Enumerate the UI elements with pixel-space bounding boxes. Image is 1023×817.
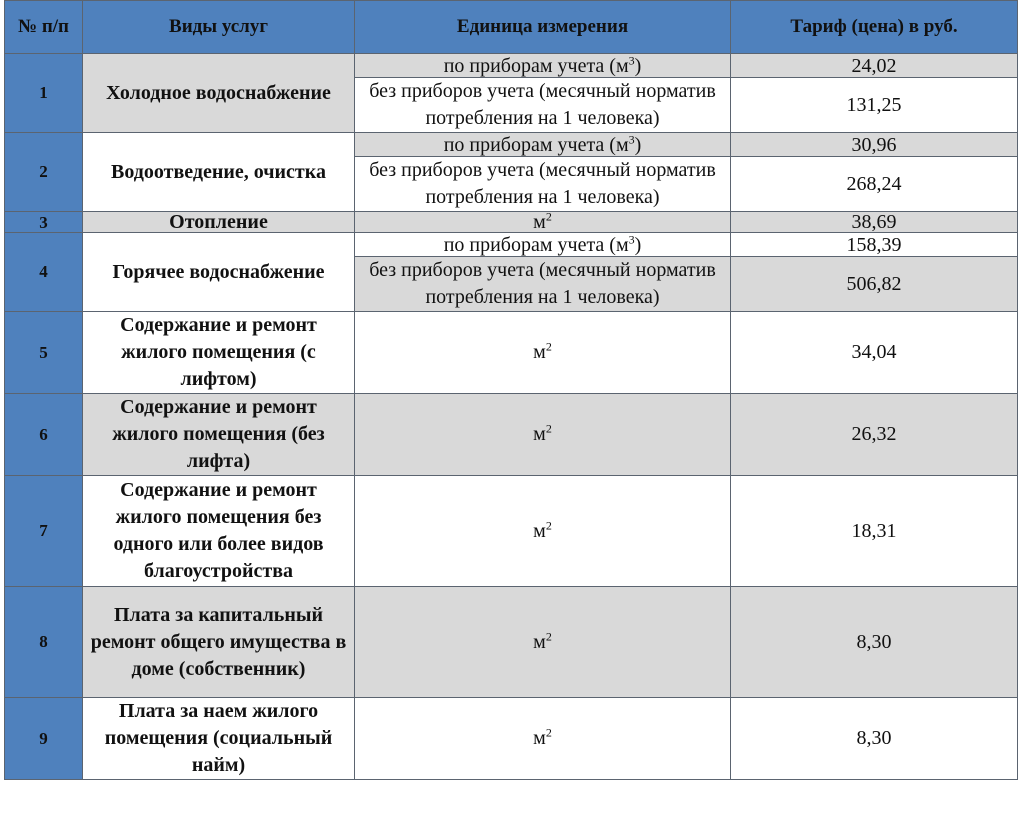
unit-sup: 2 — [545, 628, 552, 643]
price-cell: 8,30 — [731, 698, 1018, 780]
unit-tail: ) — [634, 54, 642, 77]
header-price: Тариф (цена) в руб. — [731, 1, 1018, 54]
header-unit: Единица измерения — [355, 1, 731, 54]
price-cell: 30,96 — [731, 133, 1018, 157]
unit-cell — [355, 54, 731, 78]
unit-cell: без приборов учета (месячный норматив потребления на 1 человека) — [355, 257, 731, 312]
unit-cell — [355, 698, 731, 780]
price-cell: 131,25 — [731, 78, 1018, 133]
service-name: Холодное водоснабжение — [83, 54, 355, 133]
table-row — [5, 54, 1018, 78]
unit-text: по приборам учета (м — [443, 233, 629, 256]
price-cell: 38,69 — [731, 212, 1018, 233]
table-row — [5, 312, 1018, 394]
service-name: Содержание и ремонт жилого помещения (с лифтом) — [83, 312, 355, 394]
unit-text: м — [533, 341, 546, 363]
service-name: Водоотведение, очистка — [83, 133, 355, 212]
service-name: Отопление — [83, 212, 355, 233]
unit-cell: без приборов учета (месячный норматив потребления на 1 человека) — [355, 78, 731, 133]
unit-text: м — [533, 727, 546, 749]
unit-text: м — [533, 630, 546, 653]
service-name: Плата за наем жилого помещения (социальный найм) — [83, 698, 355, 780]
unit-tail: ) — [634, 233, 642, 256]
row-number: 4 — [5, 233, 83, 312]
unit-sup: 2 — [545, 339, 552, 354]
row-number: 8 — [5, 587, 83, 698]
unit-text: м — [533, 519, 546, 542]
unit-cell — [355, 133, 731, 157]
unit-cell — [355, 312, 731, 394]
header-row — [5, 1, 1018, 54]
unit-sup: 2 — [545, 211, 552, 223]
price-cell: 24,02 — [731, 54, 1018, 78]
service-name: Содержание и ремонт жилого помещения без одного или более видов благоустройства — [83, 476, 355, 587]
unit-cell — [355, 212, 731, 233]
table-row — [5, 394, 1018, 476]
unit-text: м — [533, 423, 546, 445]
unit-text: по приборам учета (м — [443, 54, 629, 77]
unit-sup: 3 — [628, 232, 635, 246]
price-cell: 268,24 — [731, 157, 1018, 212]
unit-cell — [355, 587, 731, 698]
unit-cell — [355, 476, 731, 587]
service-name: Содержание и ремонт жилого помещения (без лифта) — [83, 394, 355, 476]
row-number: 9 — [5, 698, 83, 780]
row-number: 7 — [5, 476, 83, 587]
unit-text: по приборам учета (м — [443, 133, 629, 156]
row-number: 3 — [5, 212, 83, 233]
row-number: 1 — [5, 54, 83, 133]
unit-sup: 3 — [628, 132, 635, 146]
price-cell: 34,04 — [731, 312, 1018, 394]
price-cell: 158,39 — [731, 233, 1018, 257]
row-number: 5 — [5, 312, 83, 394]
table-row — [5, 476, 1018, 587]
unit-cell — [355, 394, 731, 476]
unit-tail: ) — [634, 133, 642, 156]
table-row — [5, 587, 1018, 698]
header-num: № п/п — [5, 1, 83, 54]
table-row — [5, 212, 1018, 233]
tariff-table — [4, 0, 1018, 780]
service-name: Горячее водоснабжение — [83, 233, 355, 312]
unit-cell: без приборов учета (месячный норматив потребления на 1 человека) — [355, 157, 731, 212]
price-cell: 26,32 — [731, 394, 1018, 476]
service-name: Плата за капитальный ремонт общего имущества в доме (собственник) — [83, 587, 355, 698]
table-row — [5, 698, 1018, 780]
row-number: 2 — [5, 133, 83, 212]
table-row — [5, 233, 1018, 257]
unit-sup: 2 — [545, 725, 552, 740]
header-service: Виды услуг — [83, 1, 355, 54]
price-cell: 8,30 — [731, 587, 1018, 698]
unit-sup: 3 — [628, 53, 635, 67]
table-row — [5, 133, 1018, 157]
price-cell: 18,31 — [731, 476, 1018, 587]
unit-sup: 2 — [545, 421, 552, 436]
unit-sup: 2 — [545, 517, 552, 532]
price-cell: 506,82 — [731, 257, 1018, 312]
row-number: 6 — [5, 394, 83, 476]
unit-text: м — [533, 211, 546, 233]
unit-cell — [355, 233, 731, 257]
